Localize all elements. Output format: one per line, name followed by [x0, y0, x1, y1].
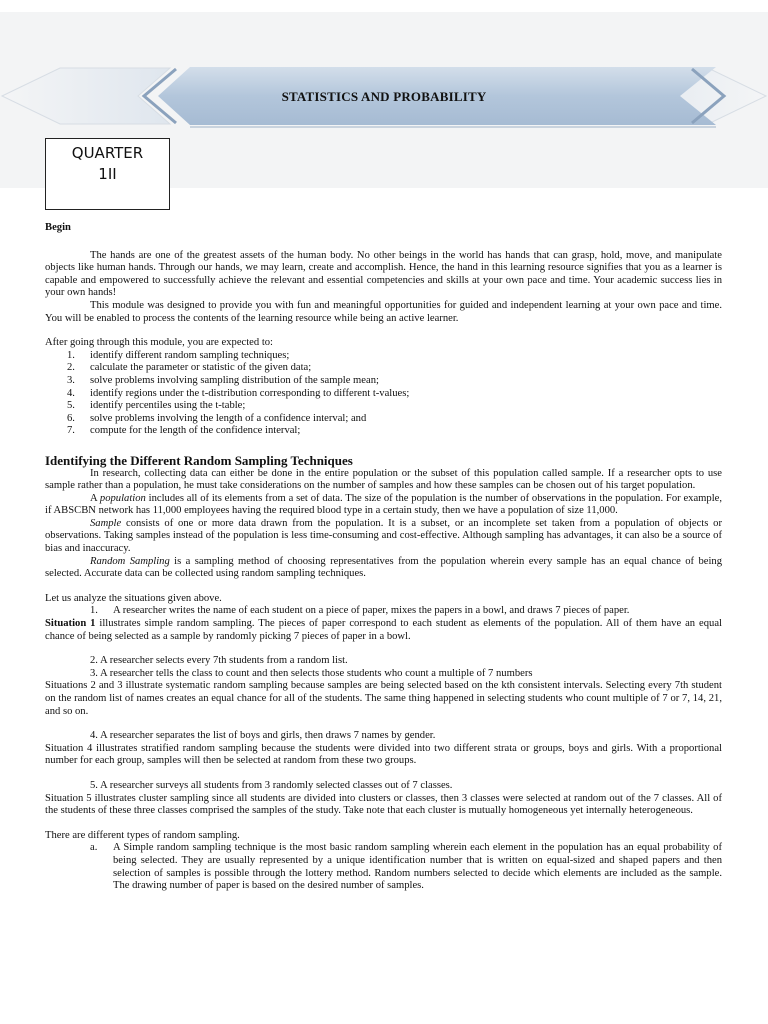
objective-item: 7. compute for the length of the confidence interval;	[67, 425, 301, 437]
quarter-number: 1II	[98, 165, 117, 183]
section-paragraph: In research, collecting data can either be done in the entire population or the subset of this population called sample. If a researcher opts to use sample rather than a population, he must take considerations on the number of samples and how these samples can be chosen out of his target population.	[45, 467, 722, 492]
objective-item: 2. calculate the parameter or statistic of the given data;	[67, 362, 312, 374]
situation-5-explanation: Situation 5 illustrates cluster sampling since all students are divided into clusters or classes, then 3 classes were selected at random out of the 7 classes. All of the students of these three classes comprised the samples of the study. Take note that each cluster is mutually homogeneous yet internally heterogeneous.	[45, 792, 722, 817]
objective-item: 3. solve problems involving sampling distribution of the sample mean;	[67, 374, 379, 386]
situation-4-explanation: Situation 4 illustrates stratified random sampling because the students were divided into two different strata or groups, boys and girls. With a proportional number for each group, samples will then be selected at random from these two groups.	[45, 742, 722, 767]
begin-paragraph-1: The hands are one of the greatest assets of the human body. No other beings in the world has hands that can grasp, hold, move, and manipulate objects like human hands. Through our hands, we may learn, create and accomplish. Hence, the hand in this learning resource signifies that you as a learner is capable and empowered to successfully achieve the relevant and essential competencies and skills at your own pace and time. Your academic success lies in your own hands!	[45, 249, 722, 299]
quarter-label: QUARTER	[71, 144, 144, 162]
types-intro: There are different types of random sampling.	[45, 829, 240, 841]
begin-paragraph-2: This module was designed to provide you with fun and meaningful opportunities for guided and independent learning at your own pace and time. You will be enabled to process the contents of the learning resource while being an active learner.	[45, 299, 722, 324]
document-body	[45, 222, 722, 893]
objectives-intro: After going through this module, you are expected to:	[45, 337, 274, 349]
objective-item: 4. identify regions under the t-distribution corresponding to different t-values;	[67, 387, 410, 399]
situation-5: 5. A researcher surveys all students from 3 randomly selected classes out of 7 classes.	[90, 779, 453, 791]
objective-item: 1. identify different random sampling techniques;	[67, 349, 290, 361]
situation-3: 3. A researcher tells the class to count and then selects those students who count a multiple of 7 numbers	[90, 667, 533, 679]
population-definition: A population includes all of its elements from a set of data. The size of the population is the number of observations in the population. For example, if ABSCBN network has 11,000 employees having the required blood type in a certain study, then we have a population of size 11,000.	[45, 492, 723, 517]
type-a-simple-random: a. A Simple random sampling technique is the most basic random sampling wherein each element in the population has an equal probability of being selected. They are usually represented by a unique identification number that is written on equal-sized and shaped papers and then selection of samples is possible through the lottery method. Random numbers selected to decide which elements are included as the sample. The drawing number of paper is based on the desired number of samples.	[90, 842, 722, 892]
sample-definition: Sample consists of one or more data drawn from the population. It is a subset, or an incomplete set taken from a population of objects or observations. Taking samples instead of the population is less time-consuming and cost-effective. Although sampling has advantages, it can also be a source of bias and inaccuracy.	[45, 517, 722, 555]
analyze-intro: Let us analyze the situations given above.	[45, 592, 222, 604]
situation-2: 2. A researcher selects every 7th students from a random list.	[90, 655, 348, 667]
objective-item: 5. identify percentiles using the t-table;	[67, 400, 246, 412]
objective-item: 6. solve problems involving the length of a confidence interval; and	[67, 412, 367, 424]
objectives-list	[45, 350, 722, 438]
random-sampling-definition: Random Sampling is a sampling method of choosing representatives from the population wherein every sample has an equal chance of being selected. Accurate data can be collected using random sampling techniques.	[45, 555, 722, 580]
module-title: STATISTICS AND PROBABILITY	[281, 89, 487, 104]
quarter-box	[45, 138, 170, 210]
situation-1-explanation: Situation 1 illustrates simple random sampling. The pieces of paper correspond to each student as elements of the population. All of them have an equal chance of being selected as a sample by randomly picking 7 pieces of paper in a bowl.	[45, 618, 722, 642]
situation-4: 4. A researcher separates the list of boys and girls, then draws 7 names by gender.	[90, 730, 436, 742]
begin-heading: Begin	[45, 222, 71, 233]
situation-2-3-explanation: Situations 2 and 3 illustrate systematic random sampling because samples are being selected based on the kth consistent intervals. Selecting every 7th student on the random list of names creates an equal chance for all of the students. The same thing happened in selecting students who count multiple of 7 or 7, 14, 21, and so on.	[45, 680, 722, 717]
situation-1: 1. A researcher writes the name of each student on a piece of paper, mixes the papers in a bowl, and draws 7 pieces of paper.	[90, 605, 630, 617]
section-heading: Identifying the Different Random Sampling Techniques	[45, 452, 353, 468]
